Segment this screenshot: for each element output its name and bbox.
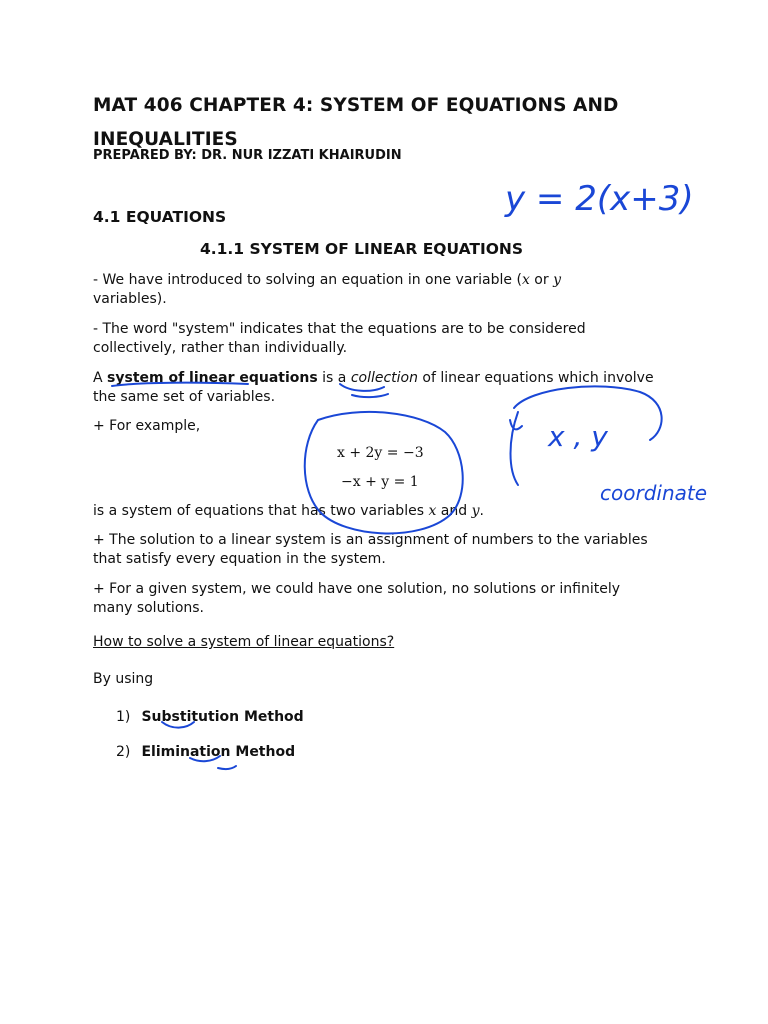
or-text: or [529,272,554,288]
method-list-item [116,706,304,725]
method-number: 2) [116,744,131,760]
and-text: and [436,503,472,519]
definition-rest: of linear equations which involve [417,370,654,386]
handwritten-bracket [510,412,522,485]
document-title [93,89,619,157]
paragraph-definition-line-1 [93,369,654,388]
handwritten-vars: x , y [548,420,608,453]
definition-is-a: is a [317,370,351,386]
how-to-solve-link[interactable]: How to solve a system of linear equations? [93,634,395,650]
two-variables-text: is a system of equations that has two variables [93,503,429,519]
equation-1: x + 2y = −3 [337,445,424,461]
paragraph-intro-line-1 [93,271,561,290]
variable-x: x [521,272,530,288]
paragraph-solution [93,531,648,569]
variable-x: x [428,503,437,519]
paragraph-system-word-line-1: - The word "system" indicates that the equations are to be considered [93,321,586,337]
paragraph-solution-line-1: + The solution to a linear system is an assignment of numbers to the variables [93,532,648,548]
paragraph-system-word [93,320,586,358]
paragraph-definition-line-2: the same set of variables. [93,389,276,405]
variable-y: y [471,503,480,519]
method-label: Substitution Method [141,709,304,725]
definition-term: system of linear equations [107,370,318,386]
subsection-heading: 4.1.1 SYSTEM OF LINEAR EQUATIONS [199,240,524,258]
method-list-item [116,741,295,760]
paragraph-intro-text: - We have introduced to solving an equation in one variable ( [93,272,522,288]
paragraph-definition [93,369,654,407]
section-heading: 4.1 EQUATIONS [93,208,227,226]
by-using-text: By using [93,671,154,687]
method-label: Elimination Method [141,744,296,760]
example-label: + For example, [93,418,201,434]
definition-collection: collection [350,370,418,386]
handwritten-word: coordinate [600,481,708,505]
paragraph-system-word-line-2: collectively, rather than individually. [93,340,348,356]
definition-a: A [93,370,108,386]
paragraph-intro-line-2: variables). [93,291,167,307]
title-line-1: MAT 406 CHAPTER 4: SYSTEM OF EQUATIONS AND [93,95,619,116]
paragraph-solution-count-line-1: + For a given system, we could have one solution, no solutions or infinitely [93,581,621,597]
paragraph-solution-line-2: that satisfy every equation in the system. [93,551,386,567]
paragraph-solution-count-line-2: many solutions. [93,600,205,616]
prepared-by: PREPARED BY: DR. NUR IZZATI KHAIRUDIN [93,148,402,163]
handwritten-equation: y = 2(x+3) [505,179,694,219]
equation-2: −x + y = 1 [341,474,419,490]
variable-y: y [553,272,561,288]
paragraph-intro [93,271,561,309]
title-line-2: INEQUALITIES [93,129,238,150]
period: . [479,503,484,519]
paragraph-solution-count [93,580,620,618]
paragraph-two-variables [93,502,484,521]
method-number: 1) [116,709,131,725]
